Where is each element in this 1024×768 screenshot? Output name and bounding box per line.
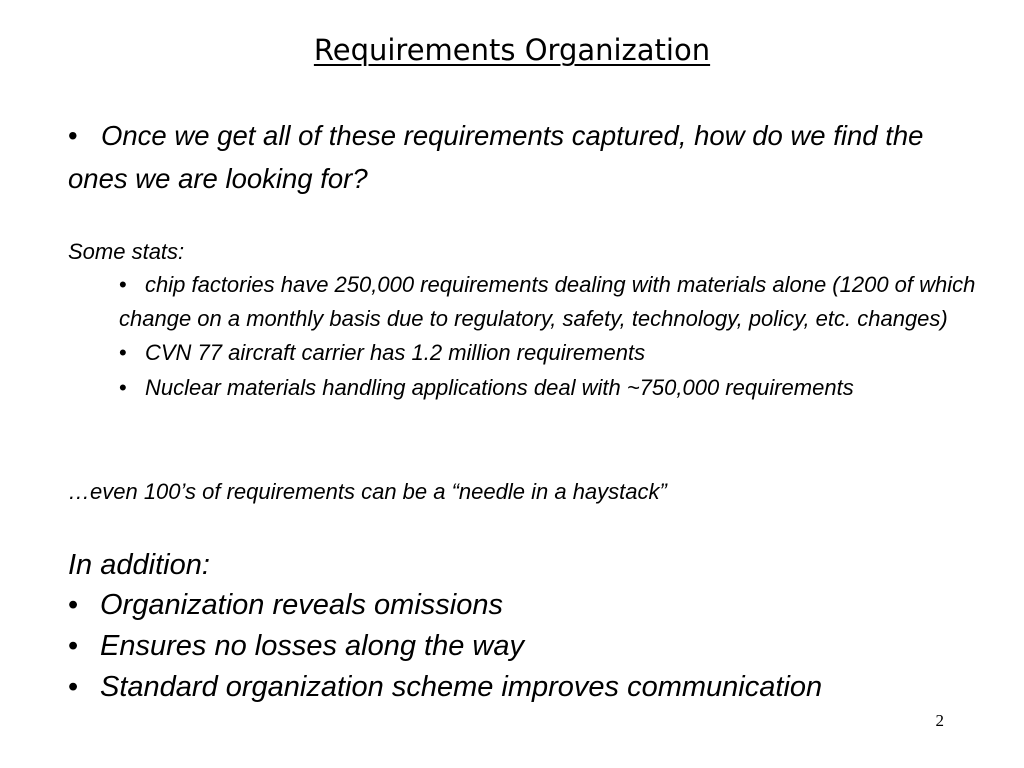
lead-bullet xyxy=(68,114,968,200)
stats-item-text: CVN 77 aircraft carrier has 1.2 million requirements xyxy=(145,340,646,366)
bullet-marker: • xyxy=(119,340,127,366)
needle-note: …even 100’s of requirements can be a “needle in a haystack” xyxy=(68,479,667,504)
addition-item-text: Organization reveals omissions xyxy=(100,589,503,621)
addition-item-text: Ensures no losses along the way xyxy=(100,630,524,662)
stats-list-item xyxy=(119,371,979,405)
addition-list-item xyxy=(68,585,988,626)
bullet-marker: • xyxy=(68,589,79,621)
addition-list xyxy=(68,585,988,708)
bullet-marker: • xyxy=(68,120,78,151)
page-number: 2 xyxy=(935,711,944,730)
addition-list-item xyxy=(68,626,988,667)
stats-item-text: Nuclear materials handling applications deal with ~750,000 requirements xyxy=(145,374,854,400)
addition-heading: In addition: xyxy=(68,549,210,581)
addition-list-item xyxy=(68,667,988,708)
stats-item-text: chip factories have 250,000 requirements dealing with materials alone (1200 of which change on a monthly basis due to regulatory, safety, technology, policy, etc. changes) xyxy=(119,272,976,332)
stats-list-item xyxy=(119,336,979,370)
slide-title: Requirements Organization xyxy=(313,33,711,67)
stats-heading: Some stats: xyxy=(68,239,185,264)
bullet-marker: • xyxy=(68,630,79,662)
bullet-marker: • xyxy=(119,374,127,400)
bullet-marker: • xyxy=(68,671,79,703)
addition-item-text: Standard organization scheme improves communication xyxy=(100,671,823,703)
stats-list-item xyxy=(119,268,979,336)
stats-list xyxy=(119,268,979,405)
bullet-marker: • xyxy=(119,272,127,297)
lead-bullet-text: Once we get all of these requirements captured, how do we find the ones we are looking for? xyxy=(68,120,924,194)
